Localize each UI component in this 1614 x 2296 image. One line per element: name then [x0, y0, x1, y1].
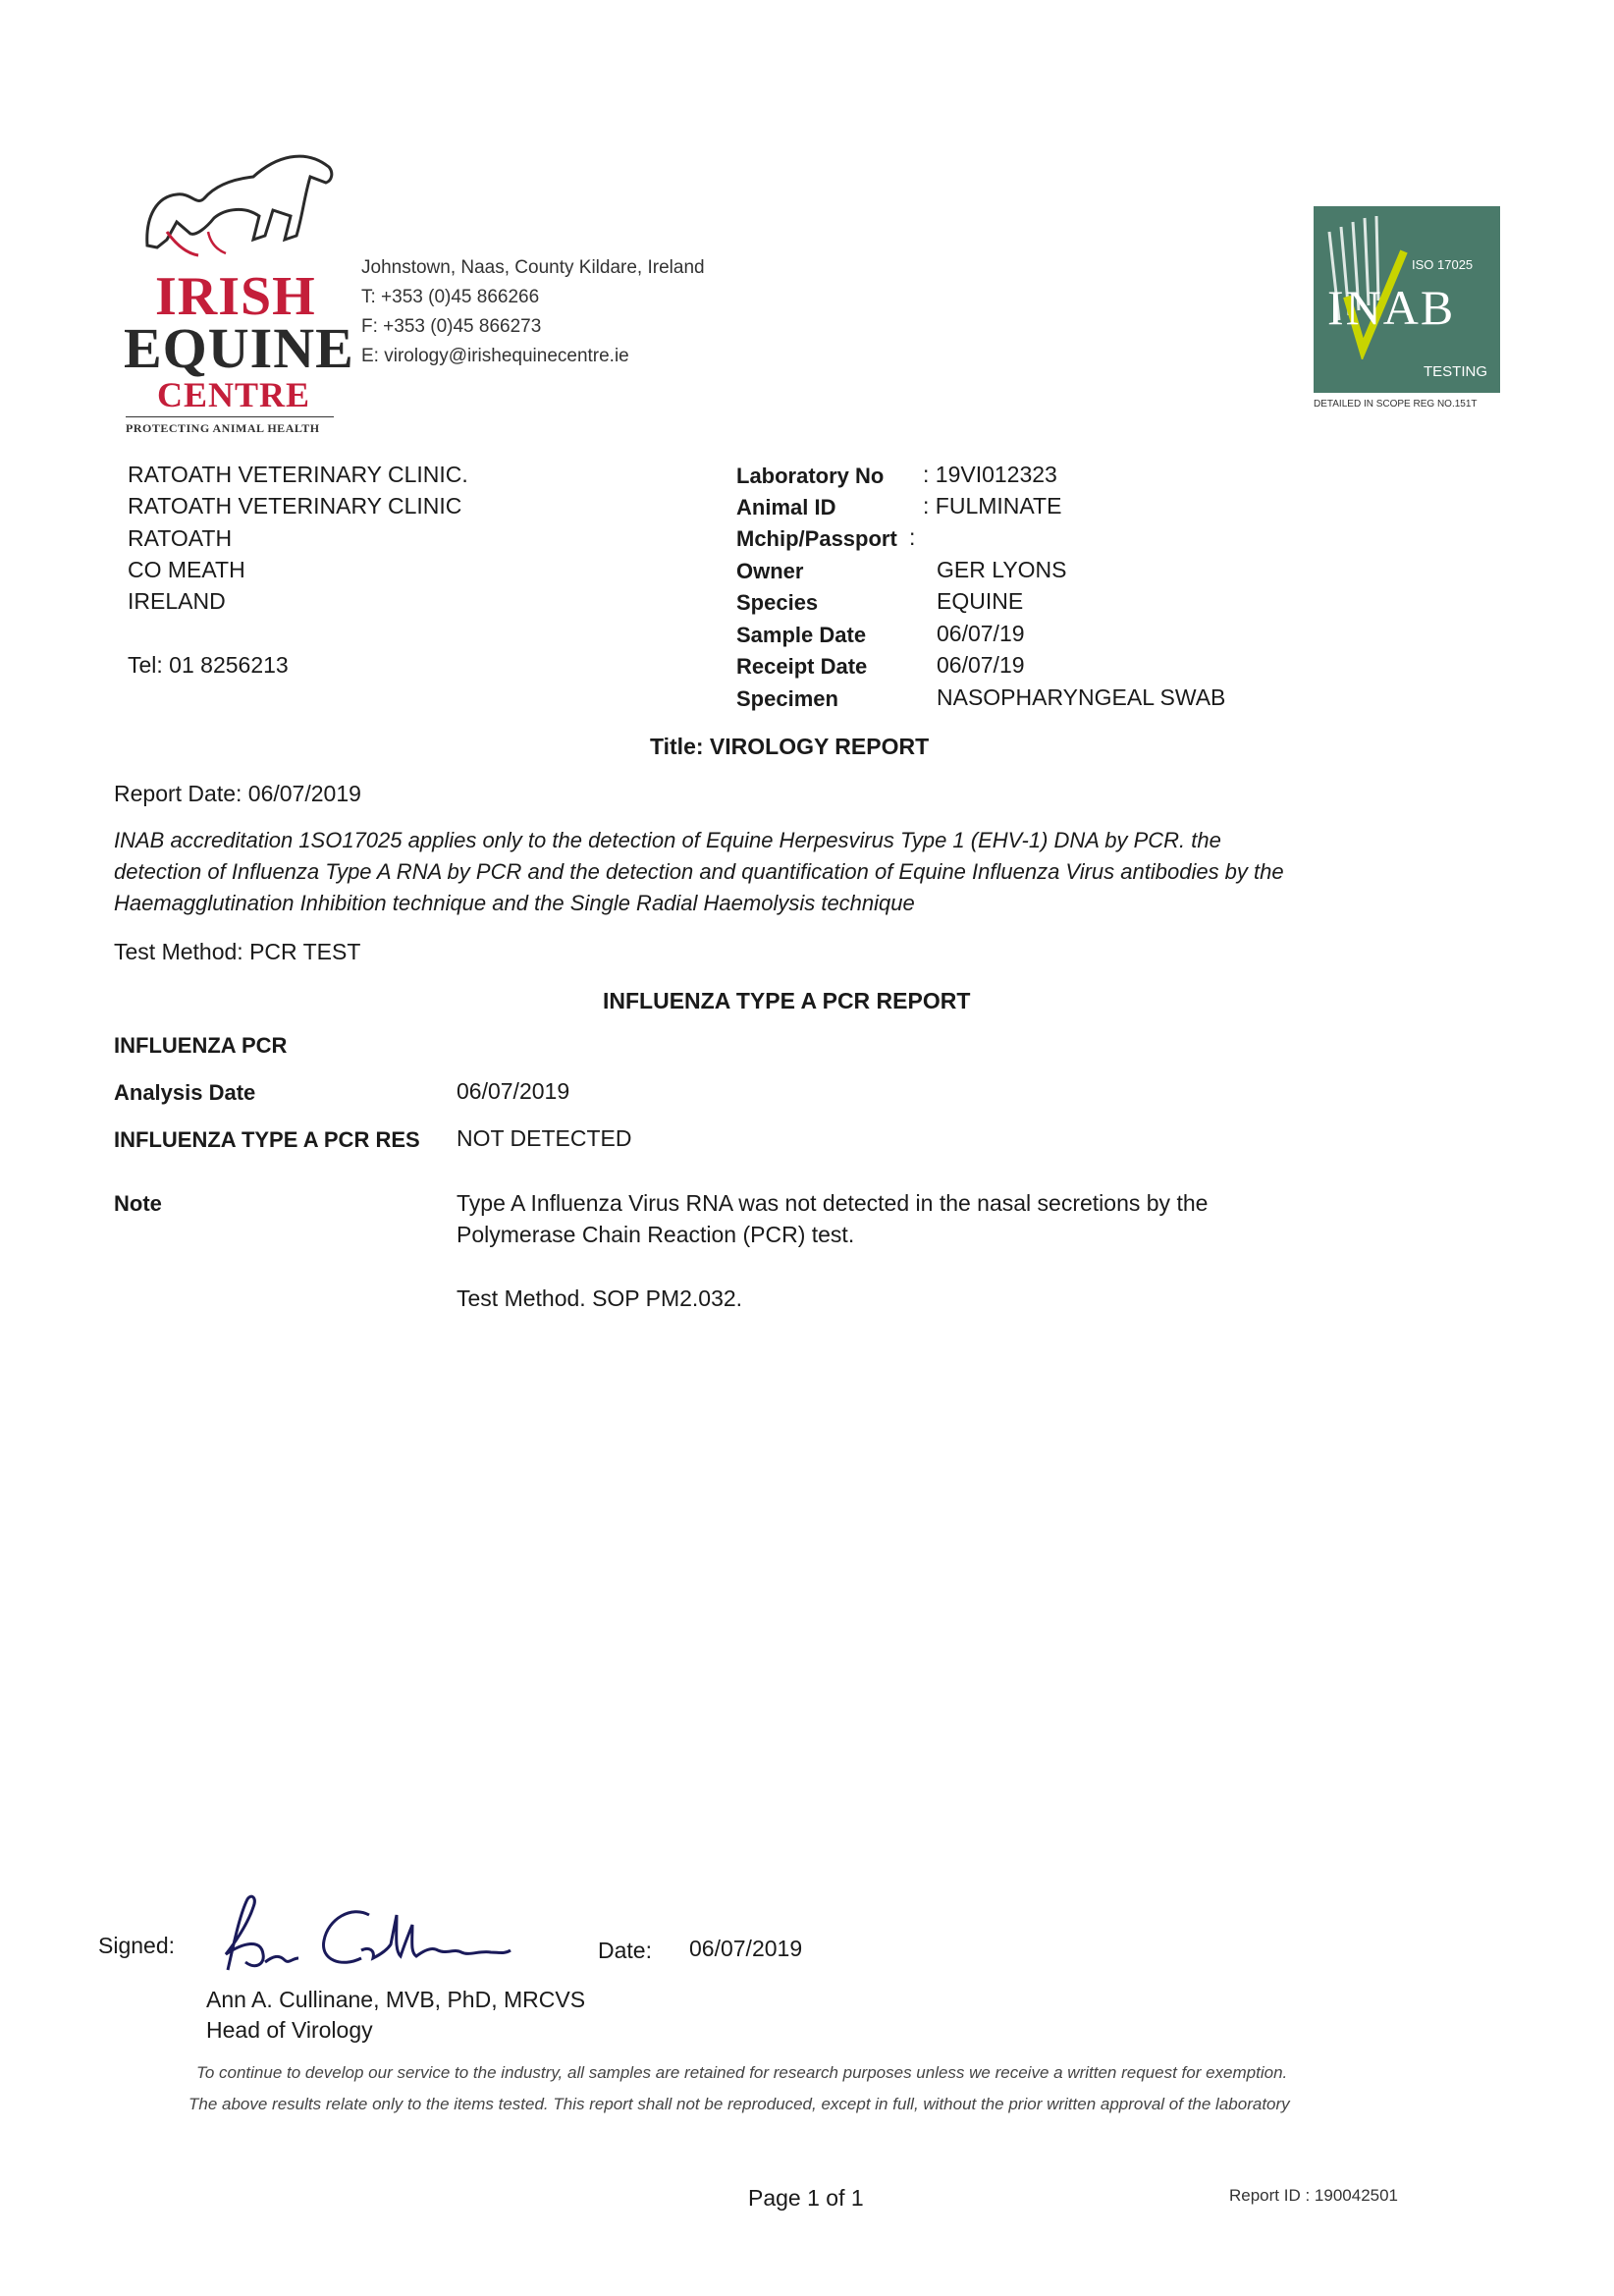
mchip-value: : — [909, 524, 916, 550]
logo-centre-text: CENTRE — [157, 375, 311, 414]
species-label: Species — [736, 590, 819, 615]
inab-accreditation-badge — [1314, 206, 1500, 422]
inab-statement-line-1: INAB accreditation 1SO17025 applies only to the detection of Equine Herpesvirus Type 1 (EHV-1) DNA by PCR. the — [114, 828, 1221, 852]
report-date: Report Date: 06/07/2019 — [114, 781, 361, 806]
note-line-1: Type A Influenza Virus RNA was not detected in the nasal secretions by the — [457, 1190, 1209, 1216]
specimen-value: NASOPHARYNGEAL SWAB — [937, 684, 1226, 710]
animal-id-value: : FULMINATE — [923, 493, 1062, 519]
specimen-label: Specimen — [736, 686, 838, 711]
badge-type: TESTING — [1424, 363, 1488, 380]
client-line-3: RATOATH — [128, 525, 233, 551]
signatory-role: Head of Virology — [206, 2017, 373, 2043]
test-method: Test Method: PCR TEST — [114, 939, 361, 964]
note-label: Note — [114, 1191, 162, 1216]
client-line-2: RATOATH VETERINARY CLINIC — [128, 493, 462, 519]
mchip-label: Mchip/Passport — [736, 526, 897, 551]
sample-date-label: Sample Date — [736, 623, 867, 647]
species-value: EQUINE — [937, 588, 1024, 614]
lab-phone: T: +353 (0)45 866266 — [361, 287, 540, 307]
note-line-2: Polymerase Chain Reaction (PCR) test. — [457, 1222, 855, 1247]
client-line-1: RATOATH VETERINARY CLINIC. — [128, 462, 468, 487]
animal-id-label: Animal ID — [736, 495, 836, 519]
analysis-date-value: 06/07/2019 — [457, 1078, 570, 1104]
lab-fax: F: +353 (0)45 866273 — [361, 316, 542, 337]
pcr-report-heading: INFLUENZA TYPE A PCR REPORT — [603, 988, 971, 1013]
client-line-5: IRELAND — [128, 588, 226, 614]
badge-mark: INAB — [1327, 280, 1456, 335]
badge-registration: DETAILED IN SCOPE REG NO.151T — [1314, 399, 1478, 410]
lab-email: E: virology@irishequinecentre.ie — [361, 346, 629, 366]
disclaimer-line-1: To continue to develop our service to the industry, all samples are retained for research purposes unless we receive a written request for exemption. — [196, 2063, 1288, 2082]
client-tel: Tel: 01 8256213 — [128, 652, 289, 678]
irish-equine-centre-logo — [118, 137, 354, 435]
disclaimer-line-2: The above results relate only to the items tested. This report shall not be reproduced, except in full, without the prior written approval of the laboratory — [188, 2095, 1290, 2113]
note-method: Test Method. SOP PM2.032. — [457, 1285, 743, 1311]
signature-date-value: 06/07/2019 — [689, 1936, 803, 1961]
report-title: Title: VIROLOGY REPORT — [650, 734, 930, 759]
handwritten-signature — [204, 1886, 528, 1984]
lab-address: Johnstown, Naas, County Kildare, Ireland — [361, 257, 705, 278]
logo-irish-text: IRISH — [155, 266, 316, 327]
logo-tagline: PROTECTING ANIMAL HEALTH — [126, 416, 334, 436]
page-number: Page 1 of 1 — [748, 2185, 864, 2211]
horse-outline-icon — [137, 137, 344, 265]
sample-date-value: 06/07/19 — [937, 621, 1025, 646]
owner-label: Owner — [736, 559, 804, 583]
lab-no-value: : 19VI012323 — [923, 462, 1057, 487]
pcr-result-label: INFLUENZA TYPE A PCR RES — [114, 1127, 420, 1152]
signatory-name: Ann A. Cullinane, MVB, PhD, MRCVS — [206, 1987, 586, 2012]
client-line-4: CO MEATH — [128, 557, 245, 582]
receipt-date-value: 06/07/19 — [937, 652, 1025, 678]
badge-standard: ISO 17025 — [1412, 257, 1474, 272]
inab-statement-line-3: Haemagglutination Inhibition technique and the Single Radial Haemolysis technique — [114, 891, 915, 915]
owner-value: GER LYONS — [937, 557, 1067, 582]
lab-no-label: Laboratory No — [736, 464, 885, 488]
pcr-result-value: NOT DETECTED — [457, 1125, 632, 1151]
logo-equine-text: EQUINE — [124, 316, 354, 380]
signed-label: Signed: — [98, 1933, 176, 1958]
analysis-date-label: Analysis Date — [114, 1080, 256, 1105]
report-id: Report ID : 190042501 — [1229, 2186, 1399, 2205]
inab-statement-line-2: detection of Influenza Type A RNA by PCR and the detection and quantification of Equine Influenza Virus antibodies by the — [114, 859, 1284, 884]
signature-date-label: Date: — [598, 1938, 652, 1963]
receipt-date-label: Receipt Date — [736, 654, 868, 679]
pcr-subheading: INFLUENZA PCR — [114, 1033, 288, 1058]
